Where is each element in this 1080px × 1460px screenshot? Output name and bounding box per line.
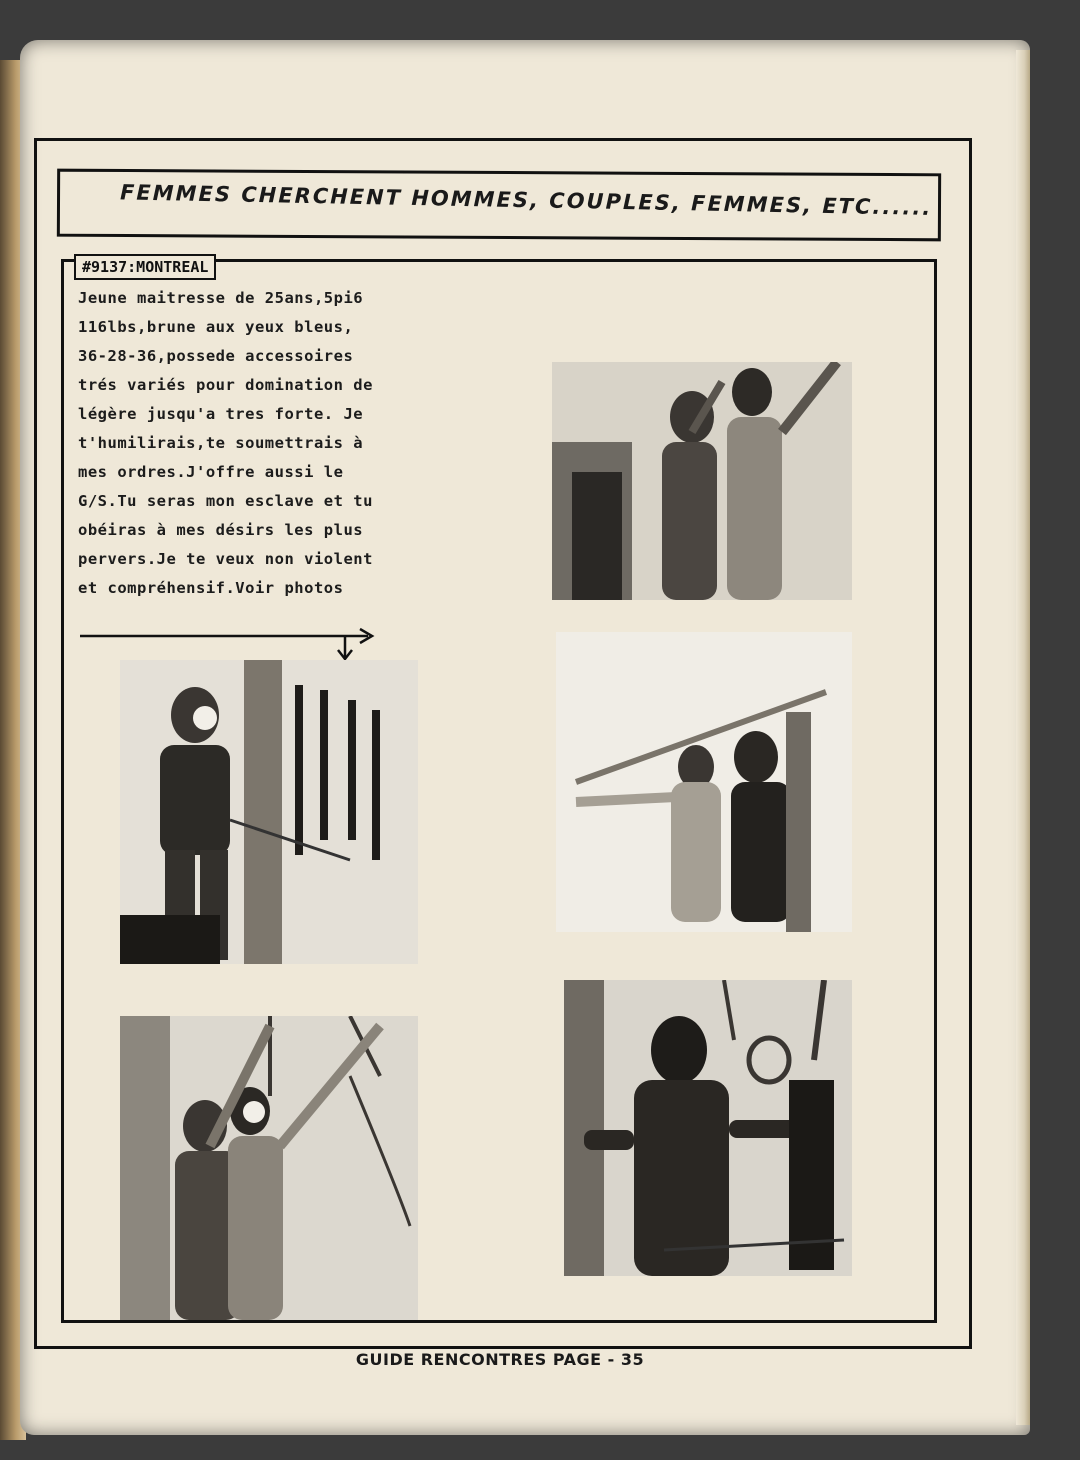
section-title: FEMMES CHERCHENT HOMMES, COUPLES, FEMMES, ETC......: [119, 180, 933, 220]
photo-top-right: [552, 362, 852, 600]
ad-line: trés variés pour domination de: [78, 376, 373, 394]
page-footer: GUIDE RENCONTRES PAGE - 35: [355, 1350, 645, 1369]
ad-reference-label: #9137:MONTREAL: [74, 254, 216, 280]
photo-middle-right: [556, 632, 852, 932]
photo-middle-left: [120, 660, 418, 964]
outer-frame: [34, 138, 972, 1349]
ad-line: t'humilirais,te soumettrais à: [78, 434, 364, 452]
photo-bottom-right: [564, 980, 852, 1276]
ad-line: obéiras à mes désirs les plus: [78, 521, 364, 539]
header-box: [57, 169, 941, 242]
page-edge: [1016, 50, 1030, 1425]
ad-line: Jeune maitresse de 25ans,5pi6: [78, 289, 364, 307]
ad-line: mes ordres.J'offre aussi le: [78, 463, 344, 481]
ad-line: 36-28-36,possede accessoires: [78, 347, 354, 365]
ad-body: [78, 284, 458, 603]
ad-line: et compréhensif.Voir photos: [78, 579, 344, 597]
ad-line: 116lbs,brune aux yeux bleus,: [78, 318, 354, 336]
ad-frame: [61, 259, 937, 1323]
ad-line: pervers.Je te veux non violent: [78, 550, 373, 568]
ad-line: légère jusqu'a tres forte. Je: [78, 405, 364, 423]
magazine-page: [20, 40, 1030, 1435]
photo-bottom-left: [120, 1016, 418, 1320]
arrow-icon: [80, 624, 380, 664]
ad-line: G/S.Tu seras mon esclave et tu: [78, 492, 373, 510]
